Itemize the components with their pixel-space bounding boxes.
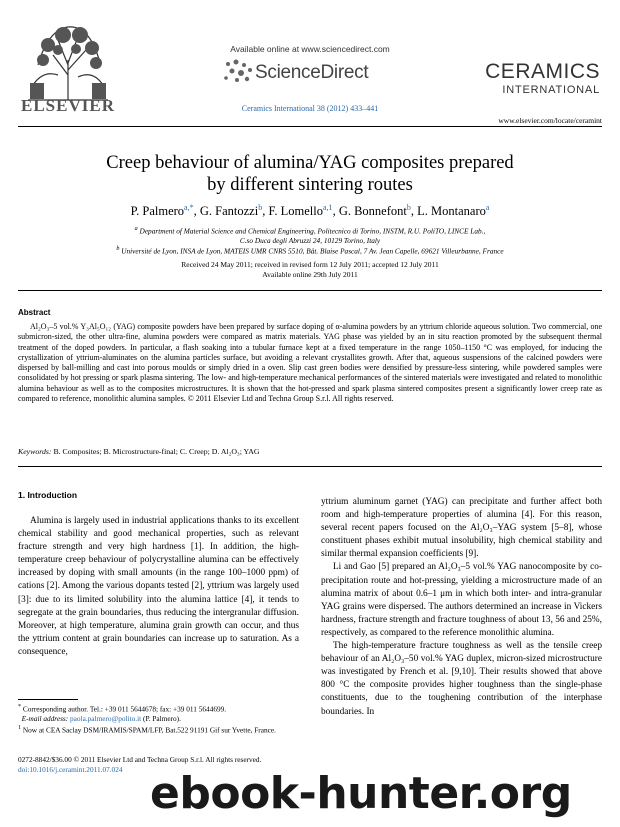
affil-b-marker: b — [116, 246, 120, 252]
abstract-text: Al₂O₃–5 vol.% Y₃Al₅O₁₂ (YAG) composite powders have been prepared by surface doping of α-alumina powders by an yttrium chloride aqueous solution. Two commercial, one submicron-sized, the other ultra-fine, alumina powders were compared as matrix materials. YAG phase was yielded by an in situ reaction promoted by the subsequent thermal treatment of the doped powders. In particular, a flash soaking into a tubular furnace kept at a fixed temperature in the range 1050–1150 °C was employed, for inducing the crystallization of yttrium-aluminates on the alumina particles surface, but avoiding a relevant crystallites growth. After that, aqueous suspensions of the calcined powders were dispersed by ball-milling and cast into porous moulds or simply dried in a oven. Slip cast green bodies were densified by pressure-less sintering, while powdered samples were consolidated by hot pressing or spark plasma sintering. The low- and high-temperature mechanical performances of the sintered materials were investigated and related to monolithic alumina behaviour as well as to the composites microstructures. It is shown that the hot-pressed and spark plasma sintered composites present a significantly lower creep rate as compared to reference, monolithic alumina samples. — [18, 322, 602, 404]
watermark-text: ebook-hunter.org — [150, 768, 572, 819]
issn-line: 0272-8842/$36.00 © 2011 Elsevier Ltd and Techna Group S.r.l. All rights reserved. — [18, 755, 262, 764]
corr-marker: * — [18, 704, 22, 710]
affil-a-line-1: Department of Material Science and Chemical Engineering, Politecnico di Torino, INSTM, R.U. PoliTO, LINCE Lab., — [139, 226, 486, 236]
intro-paragraph-2: yttrium aluminum garnet (YAG) can precipitate and further affect both room and high-temperature properties of alumina [4]. For this reason, several recent papers focused on the Al₂O₃–YAG system [5–8], whose constituent phases exhibit mutual insolubility, high chemical stability and similar thermal expansion coefficients [9]. — [321, 497, 602, 560]
email-link[interactable]: paola.palmero@polito.it — [70, 714, 142, 724]
affil-a-line-2: C.so Duca degli Abruzzi 24, 10129 Torino, Italy — [239, 235, 381, 245]
author-separator: , — [332, 204, 339, 219]
journal-url-link[interactable]: www.elsevier.com/locate/ceramint — [498, 116, 602, 125]
author-affiliation-marker[interactable]: b — [406, 203, 411, 212]
author-separator: , — [193, 204, 200, 219]
email-suffix: (P. Palmero). — [143, 714, 181, 724]
available-online-text: Available online at www.sciencedirect.com — [230, 44, 390, 54]
keywords-line — [18, 447, 602, 456]
journal-name-international: INTERNATIONAL — [502, 84, 600, 96]
keywords-label: Keywords: — [18, 447, 52, 456]
journal-name-ceramics: CERAMICS — [485, 60, 600, 83]
keywords-values: B. Composites; B. Microstructure-final; C. Creep; D. Al₂O₃; YAG — [53, 447, 260, 456]
note1-text: Now at CEA Saclay DSM/IRAMIS/SPAM/LFP, Bat.522 91191 Gif sur Yvette, France. — [22, 725, 276, 735]
abstract-top-rule — [18, 290, 602, 291]
journal-reference-link[interactable]: Ceramics International 38 (2012) 433–441 — [241, 104, 379, 113]
intro-paragraph-1: Alumina is largely used in industrial applications thanks to its excellent chemical stability and good mechanical properties, such as relevant fracture strength and very high hardness [1]. In addition, the high-temperature creep behaviour of polycrystalline alumina can be effectively increased by doping with small amounts (in the range 100–1000 ppm) of cations [2]. Among the various dopants tested [2], yttrium was largely used [3]: due to its limited solubility into the alumina lattice [4], it tends to segregate at the grain boundaries, thus reducing the intergranular diffusion. Moreover, at high temperature, alumina grain growth can occur, and thus the yttrium content at grain boundaries can increase up to saturation. As a consequence, — [18, 516, 299, 657]
section-heading-introduction: 1. Introduction — [18, 490, 78, 500]
online-date: Available online 29th July 2011 — [262, 270, 358, 279]
affil-b-text: Université de Lyon, INSA de Lyon, MATEIS UMR CNRS 5510, Bât. Blaise Pascal, 7 Av. Jean Capelle, 69621 Villeurbanne, France — [121, 246, 504, 256]
author-separator: , — [410, 204, 418, 219]
abstract-copyright: © 2011 Elsevier Ltd and Techna Group S.r.l. All rights reserved. — [187, 394, 394, 404]
footnote-corresponding — [18, 703, 299, 724]
author-affiliation-marker[interactable]: b — [258, 203, 263, 212]
affiliation-b — [40, 245, 580, 256]
author-affiliation-marker[interactable]: a,1 — [323, 203, 333, 212]
intro-paragraph-4: The high-temperature fracture toughness as well as the tensile creep behaviour of an Al₂O₃–50 vol.% YAG duplex, micron-sized microstructure was investigated by French et al. [9,10]. Their results showed that above 800 °C the composite provides higher toughness than the single-phase constituents, due to the toughening contribution of the interphase boundaries. In — [321, 641, 602, 717]
footnote-rule — [18, 699, 78, 700]
affil-a-marker: a — [134, 226, 138, 232]
footnote-1 — [18, 724, 299, 735]
elsevier-tree-logo — [18, 10, 118, 110]
author-name: G. Bonnefont — [338, 204, 407, 219]
intro-paragraph-3: Li and Gao [5] prepared an Al₂O₃–5 vol.% YAG nanocomposite by co-precipitation route and hot-pressing, yielding a microstructure made of an alumina matrix of about 0.6–1 μm in which both inter- and intra-granular YAG grains were dispersed. The authors determined an increase in Vickers hardness, fracture strength and fracture toughness of about 13, 56 and 25%, respectively, as compared to the reference monolithic alumina. — [321, 562, 602, 638]
author-name: F. Lomello — [268, 204, 323, 219]
doi-link[interactable]: doi:10.1016/j.ceramint.2011.07.024 — [18, 764, 123, 774]
author-name: L. Montanaro — [417, 204, 486, 219]
abstract-body — [18, 322, 602, 404]
received-dates: Received 24 May 2011; received in revised form 12 July 2011; accepted 12 July 2011 — [181, 260, 439, 269]
article-title — [60, 152, 560, 196]
header-rule — [18, 126, 602, 127]
publisher-wordmark: ELSEVIER — [21, 96, 115, 115]
abstract-heading: Abstract — [18, 308, 51, 317]
affiliation-a — [40, 225, 580, 245]
author-list — [40, 203, 580, 219]
title-line-1: Creep behaviour of alumina/YAG composites prepared — [106, 153, 514, 173]
body-column-right — [321, 496, 602, 719]
email-label: E-mail address: — [21, 714, 69, 724]
author-affiliation-marker[interactable]: a — [485, 203, 490, 212]
author-name: P. Palmero — [130, 204, 185, 219]
article-dates — [40, 260, 580, 280]
body-column-left — [18, 515, 299, 659]
abstract-bottom-rule — [18, 466, 602, 467]
sciencedirect-logo: ScienceDirect — [255, 62, 369, 83]
title-line-2: by different sintering routes — [207, 175, 413, 195]
note1-marker: 1 — [18, 725, 22, 731]
corr-text: Corresponding author. Tel.: +39 011 5644678; fax: +39 011 5644699. — [22, 704, 227, 714]
author-separator: , — [262, 204, 269, 219]
author-affiliation-marker[interactable]: a,* — [184, 203, 194, 212]
author-name: G. Fantozzi — [199, 204, 259, 219]
